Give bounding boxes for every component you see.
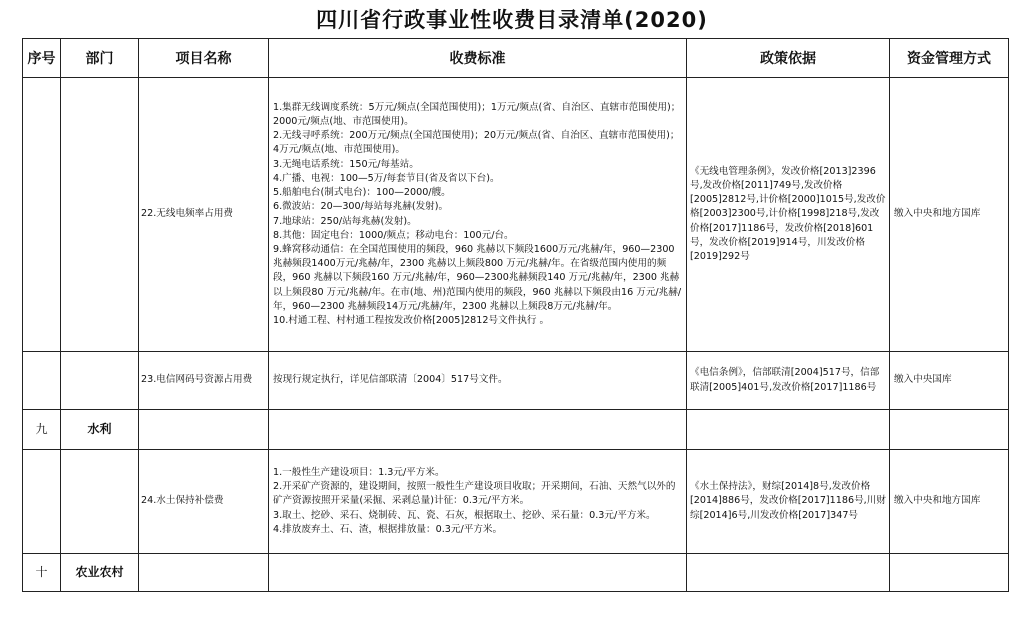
fee-standard	[269, 78, 687, 352]
policy-basis: 《电信条例》，信部联清[2004]517号，信部联清[2005]401号,发改价格[2017]1186号	[687, 352, 890, 410]
empty-cell	[269, 554, 687, 592]
header-fee-standard: 收费标准	[269, 39, 687, 78]
seq-cell	[23, 78, 61, 352]
standard-line: 10.村通工程、村村通工程按发改价格[2005]2812号文件执行 。	[273, 314, 550, 326]
section-row	[23, 554, 1009, 592]
fund-management: 缴入中央国库	[890, 352, 1009, 410]
section-dept: 水利	[61, 410, 139, 450]
section-dept: 农业农村	[61, 554, 139, 592]
section-number: 九	[23, 410, 61, 450]
table-row	[23, 78, 1009, 352]
policy-basis: 《水土保持法》，财综[2014]8号,发改价格[2014]886号，发改价格[2017]1186号,川财综[2014]6号,川发改价格[2017]347号	[687, 450, 890, 554]
item-name: 23.电信网码号资源占用费	[139, 352, 269, 410]
header-item-name: 项目名称	[139, 39, 269, 78]
empty-cell	[890, 554, 1009, 592]
seq-cell	[23, 352, 61, 410]
header-dept: 部门	[61, 39, 139, 78]
empty-cell	[687, 554, 890, 592]
section-row	[23, 410, 1009, 450]
empty-cell	[890, 410, 1009, 450]
fee-table	[22, 38, 1009, 592]
dept-cell	[61, 352, 139, 410]
standard-line: 2.开采矿产资源的，建设期间，按照一般性生产建设项目收取；开采期间，石油、天然气以外的矿产资源按照开采量(采掘、采剥总量)计征：0.3元/平方米。	[273, 481, 676, 507]
table-header-row	[23, 39, 1009, 78]
page-title: 四川省行政事业性收费目录清单(2020)	[316, 8, 708, 32]
standard-line: 1.一般性生产建设项目：1.3元/平方米。	[273, 466, 445, 478]
fee-standard	[269, 352, 687, 410]
standard-line: 4.广播、电视：100—5万/每套节目(省及省以下台)。	[273, 172, 500, 184]
dept-cell	[61, 78, 139, 352]
dept-cell	[61, 450, 139, 554]
standard-line: 2.无线寻呼系统：200万元/频点(全国范围使用)；20万元/频点(省、自治区、直辖市范围使用)；4万元/频点(地、市范围使用)。	[273, 130, 680, 156]
item-name: 24.水土保持补偿费	[139, 450, 269, 554]
header-policy-basis: 政策依据	[687, 39, 890, 78]
standard-line: 6.微波站：20—300/每站每兆赫(发射)。	[273, 201, 449, 213]
standard-line: 9.蜂窝移动通信：在全国范围使用的频段，960 兆赫以下频段1600万元/兆赫/年，960—2300兆赫频段1400万元/兆赫/年，2300 兆赫以上频段800 万元/兆赫/年。在省级范围内使用的频段，960 兆赫以下频段160 万元/兆赫/年，960—2300兆赫频段140 万元/兆赫/年，2300 兆赫以上频段80 万元/兆赫/年。在市(地、州)范围内使用的频段，960 兆赫以下频段由16 万元/兆赫/年，960—2300 兆赫频段14万元/兆赫/年，2300 兆赫以上频段8万元/兆赫/年。	[273, 243, 682, 312]
standard-line: 5.船舶电台(制式电台)：100—2000/艘。	[273, 187, 451, 199]
standard-line: 1.集群无线调度系统：5万元/频点(全国范围使用)；1万元/频点(省、自治区、直辖市范围使用)；2000元/频点(地、市范围使用)。	[273, 101, 681, 128]
policy-basis: 《无线电管理条例》，发改价格[2013]2396号,发改价格[2011]749号,发改价格[2005]2812号,计价格[2000]1015号,发改价格[2003]2300号,计价格[1998]218号,发改价格[2017]1186号，发改价格[2018]601号，发改价格[2019]914号，川发改价格[2019]292号	[687, 78, 890, 352]
item-name: 22.无线电频率占用费	[139, 78, 269, 352]
seq-cell	[23, 450, 61, 554]
empty-cell	[687, 410, 890, 450]
header-seq: 序号	[23, 39, 61, 78]
empty-cell	[139, 554, 269, 592]
standard-line: 3.无绳电话系统：150元/每基站。	[273, 158, 419, 170]
empty-cell	[269, 410, 687, 450]
table-row	[23, 450, 1009, 554]
standard-line: 7.地球站：250/站每兆赫(发射)。	[273, 215, 417, 227]
empty-cell	[139, 410, 269, 450]
standard-line: 4.排放废弃土、石、渣，根据排放量：0.3元/平方米。	[273, 523, 503, 535]
standard-line: 8.其他：固定电台：1000/频点；移动电台：100元/台。	[273, 229, 514, 241]
table-row	[23, 352, 1009, 410]
header-fund-management: 资金管理方式	[890, 39, 1009, 78]
section-number: 十	[23, 554, 61, 592]
standard-line: 3.取土、挖砂、采石、烧制砖、瓦、瓷、石灰，根据取土、挖砂、采石量：0.3元/平方米。	[273, 509, 656, 521]
fee-standard	[269, 450, 687, 554]
fund-management: 缴入中央和地方国库	[890, 78, 1009, 352]
standard-line: 按现行规定执行，详见信部联清〔2004〕517号文件。	[273, 374, 508, 386]
fund-management: 缴入中央和地方国库	[890, 450, 1009, 554]
